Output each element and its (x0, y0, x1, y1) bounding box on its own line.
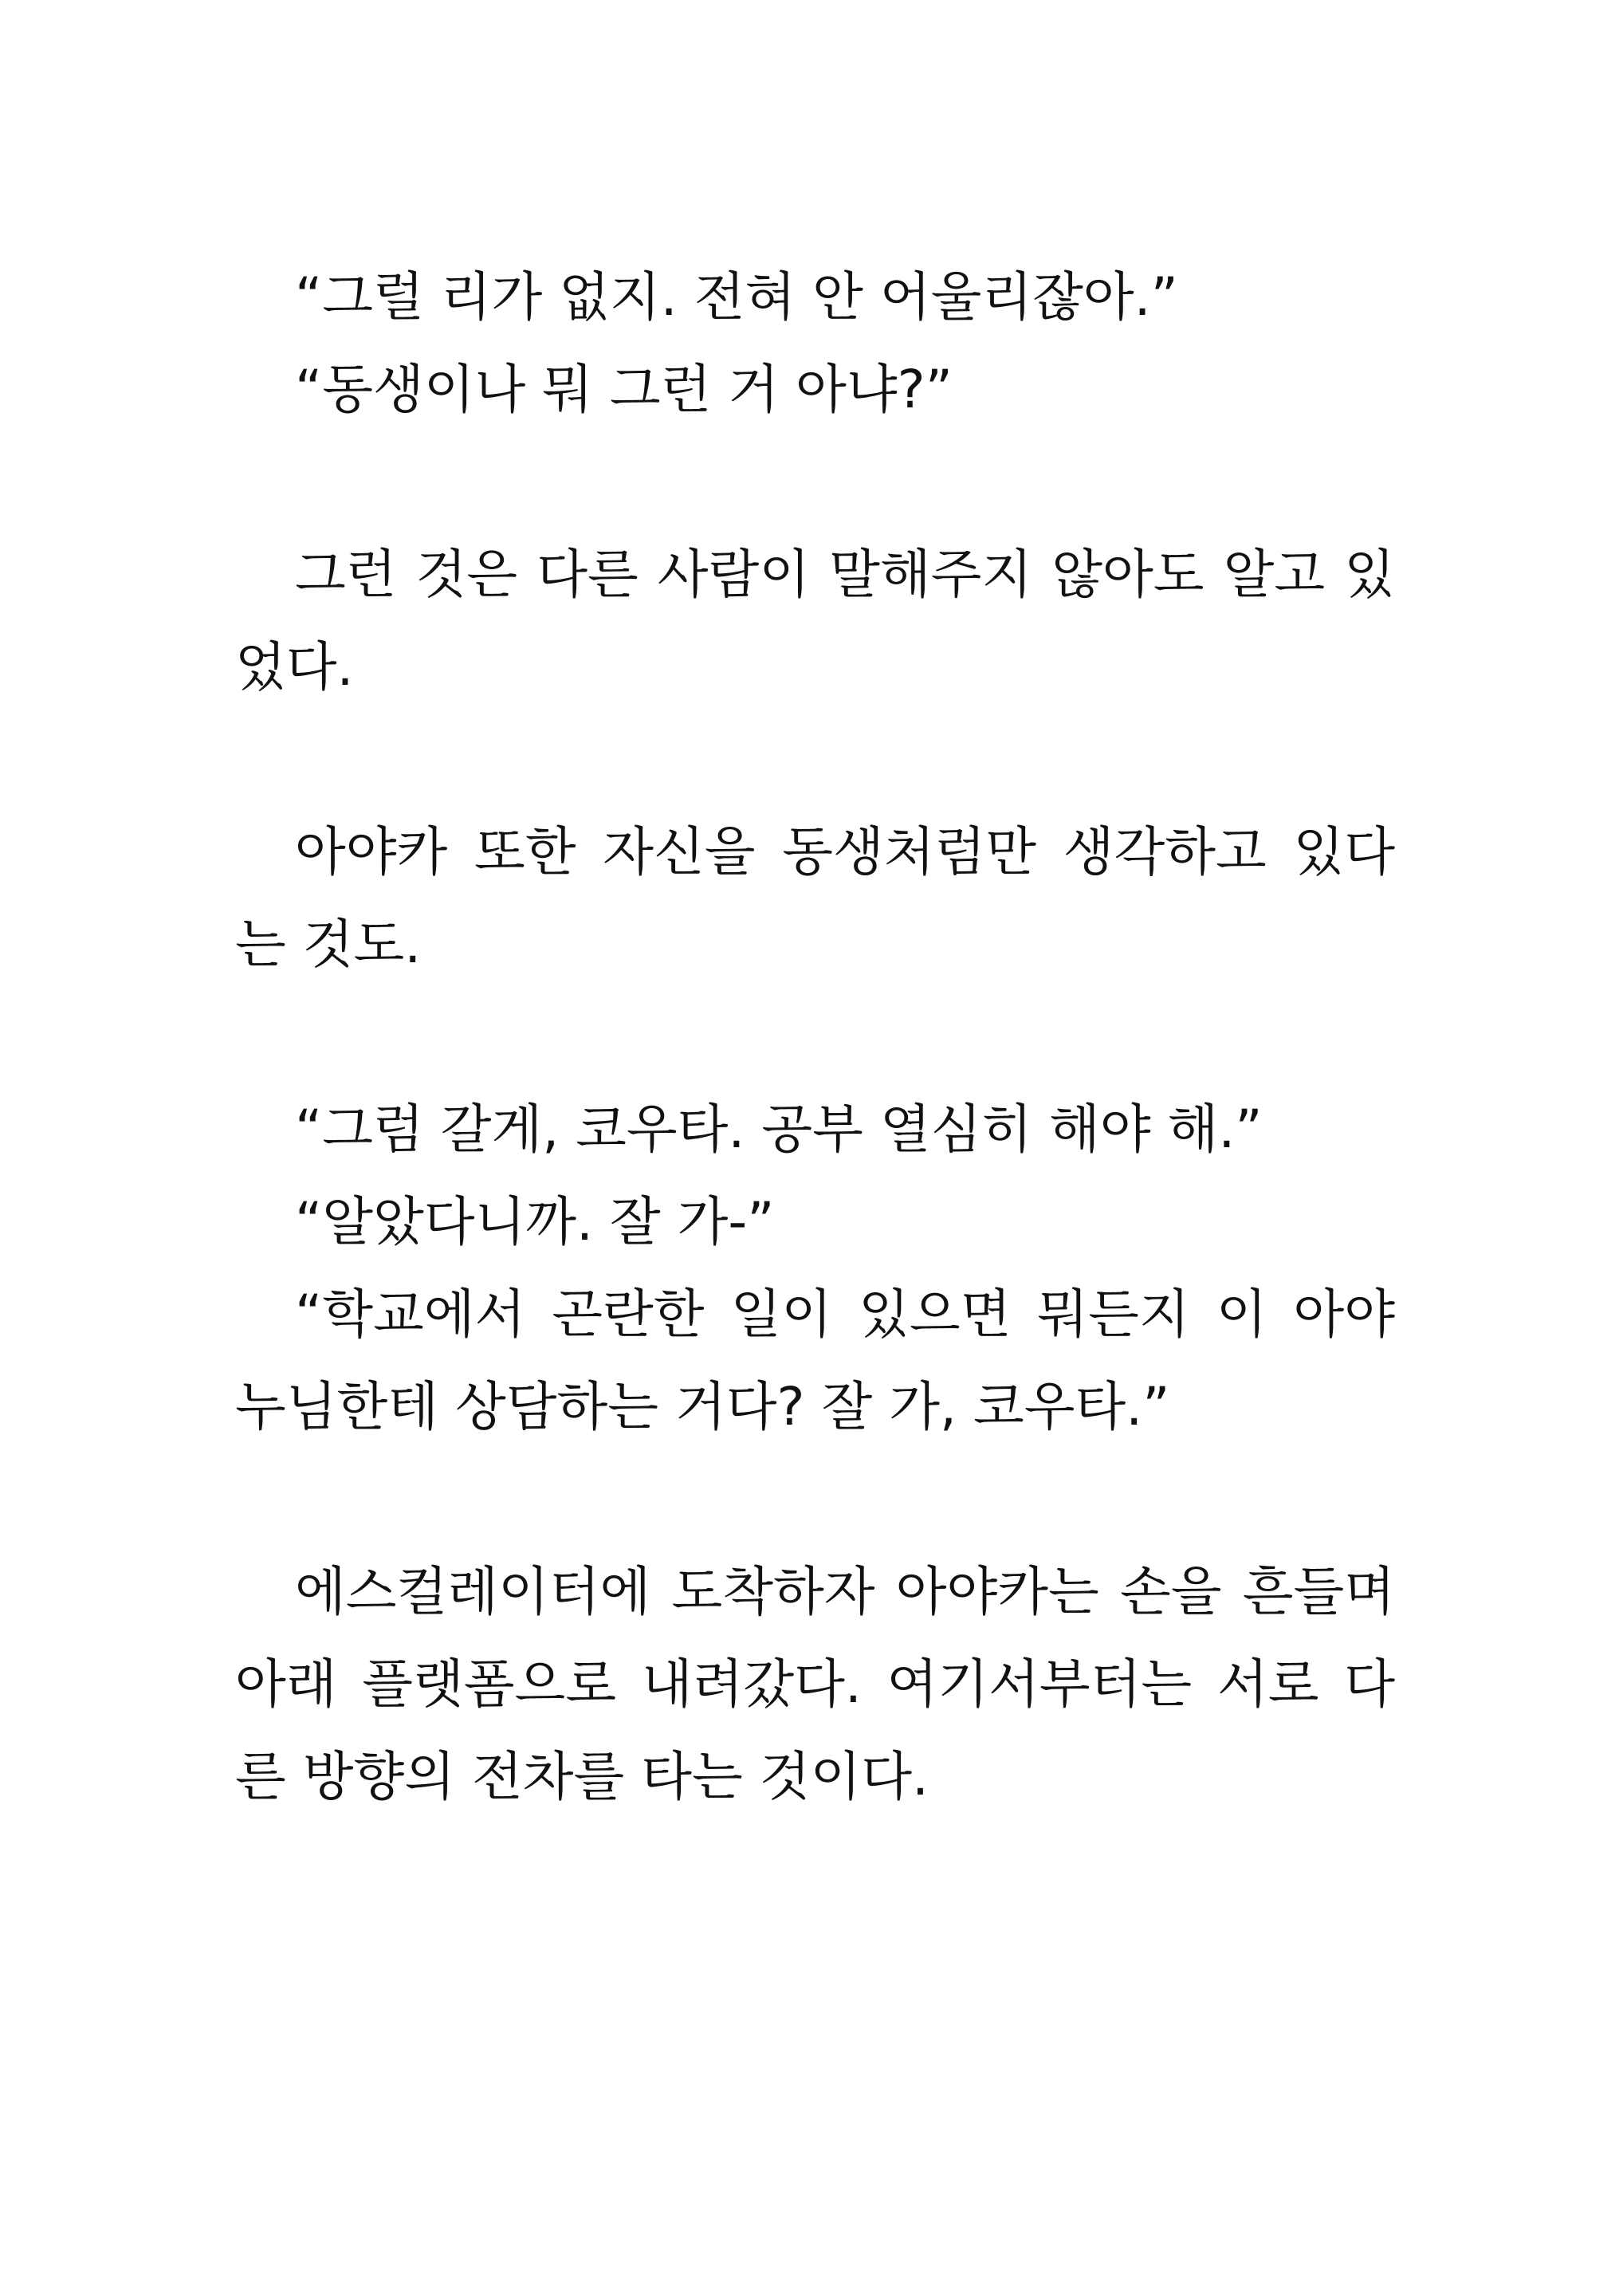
narration-paragraph: 에스컬레이터에 도착하자 아야카는 손을 흔들며 아래 플랫폼으로 내려갔다. 여기서부터는 서로 다른 방향의 전차를 타는 것이다. (235, 1561, 1395, 1807)
paragraph-gap (235, 436, 1395, 529)
dialogue-line: “그럼 갈게, 코우타. 공부 열심히 해야 해.” (295, 1099, 1263, 1160)
dialogue-line: “학교에서 곤란한 일이 있으면 뭐든지 이 아야 누님한테 상담하는 거다? 잘 가, 코우타.” (235, 1284, 1395, 1437)
paragraph-gap (235, 1453, 1395, 1546)
paragraph-gap (235, 991, 1395, 1083)
dialogue-line: “그럴 리가 없지. 전혀 안 어울리잖아.” (295, 266, 1178, 328)
body-text (235, 251, 1395, 1823)
narration-paragraph: 그런 것은 다른 사람이 말해주지 않아도 알고 있었다. (235, 544, 1395, 698)
narration-paragraph: 아야카 또한 자신을 동생처럼만 생각하고 있다는 것도. (235, 821, 1395, 975)
paragraph-gap (235, 714, 1395, 806)
dialogue-line: “동생이나 뭐 그런 거 아냐?” (295, 359, 953, 420)
dialogue-line: “알았다니까. 잘 가-” (295, 1191, 775, 1252)
